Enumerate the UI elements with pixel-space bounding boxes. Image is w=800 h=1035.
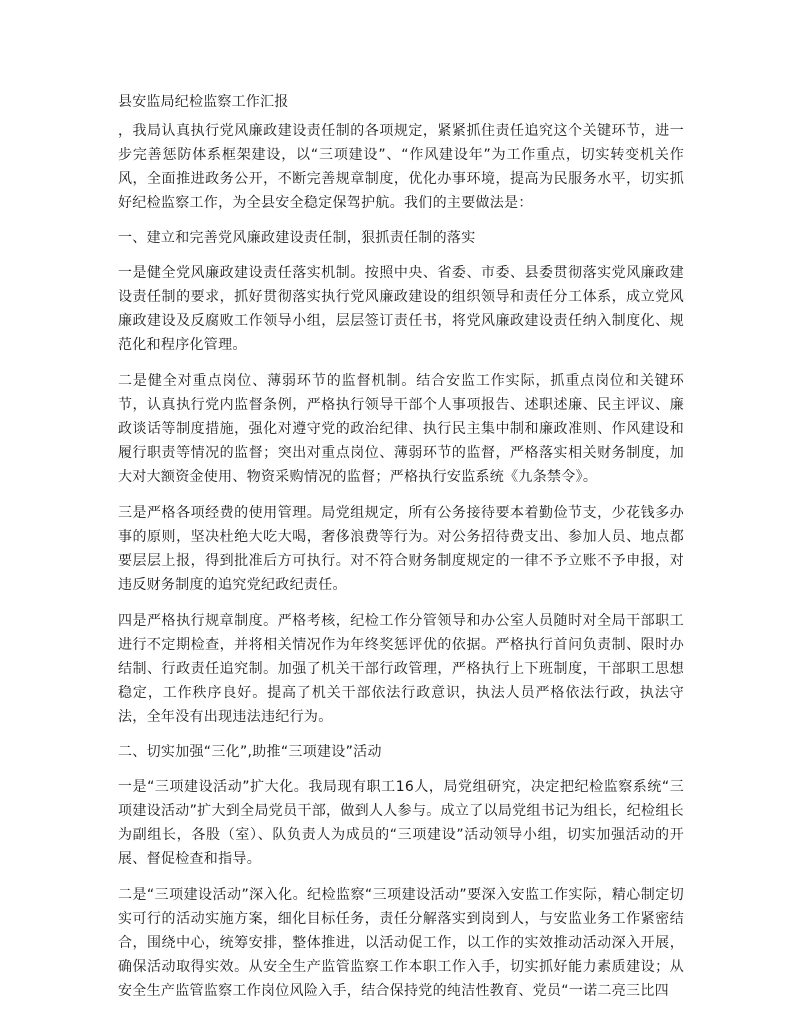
section-2-paragraph-1: 一是“三项建设活动”扩大化。我局现有职工16人，局党组研究，决定把纪检监察系统“三项建设活动”扩大到全局党员干部，做到人人参与。成立了以局党组书记为组长，纪检组长为副组长，各股（室）、队负责人为成员的“三项建设”活动领导小组，切实加强活动的开展、督促检查和指导。 (118, 779, 684, 867)
intro-paragraph: ，我局认真执行党风廉政建设责任制的各项规定，紧紧抓住责任追究这个关键环节，进一步完善惩防体系框架建设，以“三项建设”、“作风建设年”为工作重点，切实转变机关作风，全面推进政务公开，不断完善规章制度，优化办事环境，提高为民服务水平，切实抓好纪检监察工作，为全县安全稳定保驾护航。我们的主要做法是： (118, 123, 684, 211)
document-page (118, 92, 684, 1015)
section-2-paragraph-2: 二是“三项建设活动”深入化。纪检监察“三项建设活动”要深入安监工作实际，精心制定切实可行的活动实施方案，细化目标任务，责任分解落实到岗到人，与安监业务工作紧密结合，围绕中心，统筹安排，整体推进，以活动促工作，以工作的实效推动活动深入开展，确保活动取得实效。从安全生产监管监察工作本职工作入手，切实抓好能力素质建设；从安全生产监管监察工作岗位风险入手，结合保持党的纯洁性教育、党员“一诺二亮三比四 (118, 887, 684, 999)
section-1-heading: 一、建立和完善党风廉政建设责任制，狠抓责任制的落实 (118, 230, 476, 246)
document-title: 县安监局纪检监察工作汇报 (118, 94, 289, 110)
section-2-heading: 二、切实加强“三化”,助推“三项建设”活动 (118, 744, 382, 760)
section-1-paragraph-4: 四是严格执行规章制度。严格考核，纪检工作分管领导和办公室人员随时对全局干部职工进行不定期检查，并将相关情况作为年终奖惩评优的依据。严格执行首问负责制、限时办结制、行政责任追究制。加强了机关干部行政管理，严格执行上下班制度，干部职工思想稳定，工作秩序良好。提高了机关干部依法行政意识，执法人员严格依法行政，执法守法，全年没有出现违法违纪行为。 (118, 613, 684, 725)
section-1-paragraph-3: 三是严格各项经费的使用管理。局党组规定，所有公务接待要本着勤俭节支，少花钱多办事的原则，坚决杜绝大吃大喝，奢侈浪费等行为。对公务招待费支出、参加人员、地点都要层层上报，得到批准后方可执行。对不符合财务制度规定的一律不予立账不予申报，对违反财务制度的追究党纪政纪责任。 (118, 505, 684, 593)
section-1-paragraph-1: 一是健全党风廉政建设责任落实机制。按照中央、省委、市委、县委贯彻落实党风廉政建设责任制的要求，抓好贯彻落实执行党风廉政建设的组织领导和责任分工体系，成立党风廉政建设及反腐败工作领导小组，层层签订责任书，将党风廉政建设责任纳入制度化、规范化和程序化管理。 (118, 265, 684, 353)
section-1-paragraph-2: 二是健全对重点岗位、薄弱环节的监督机制。结合安监工作实际，抓重点岗位和关键环节，认真执行党内监督条例，严格执行领导干部个人事项报告、述职述廉、民主评议、廉政谈话等制度措施，强化对遵守党的政治纪律、执行民主集中制和廉政准则、作风建设和履行职责等情况的监督；突出对重点岗位、薄弱环节的监督，严格落实相关财务制度，加大对大额资金使用、物资采购情况的监督；严格执行安监系统《九条禁令》。 (118, 373, 684, 485)
